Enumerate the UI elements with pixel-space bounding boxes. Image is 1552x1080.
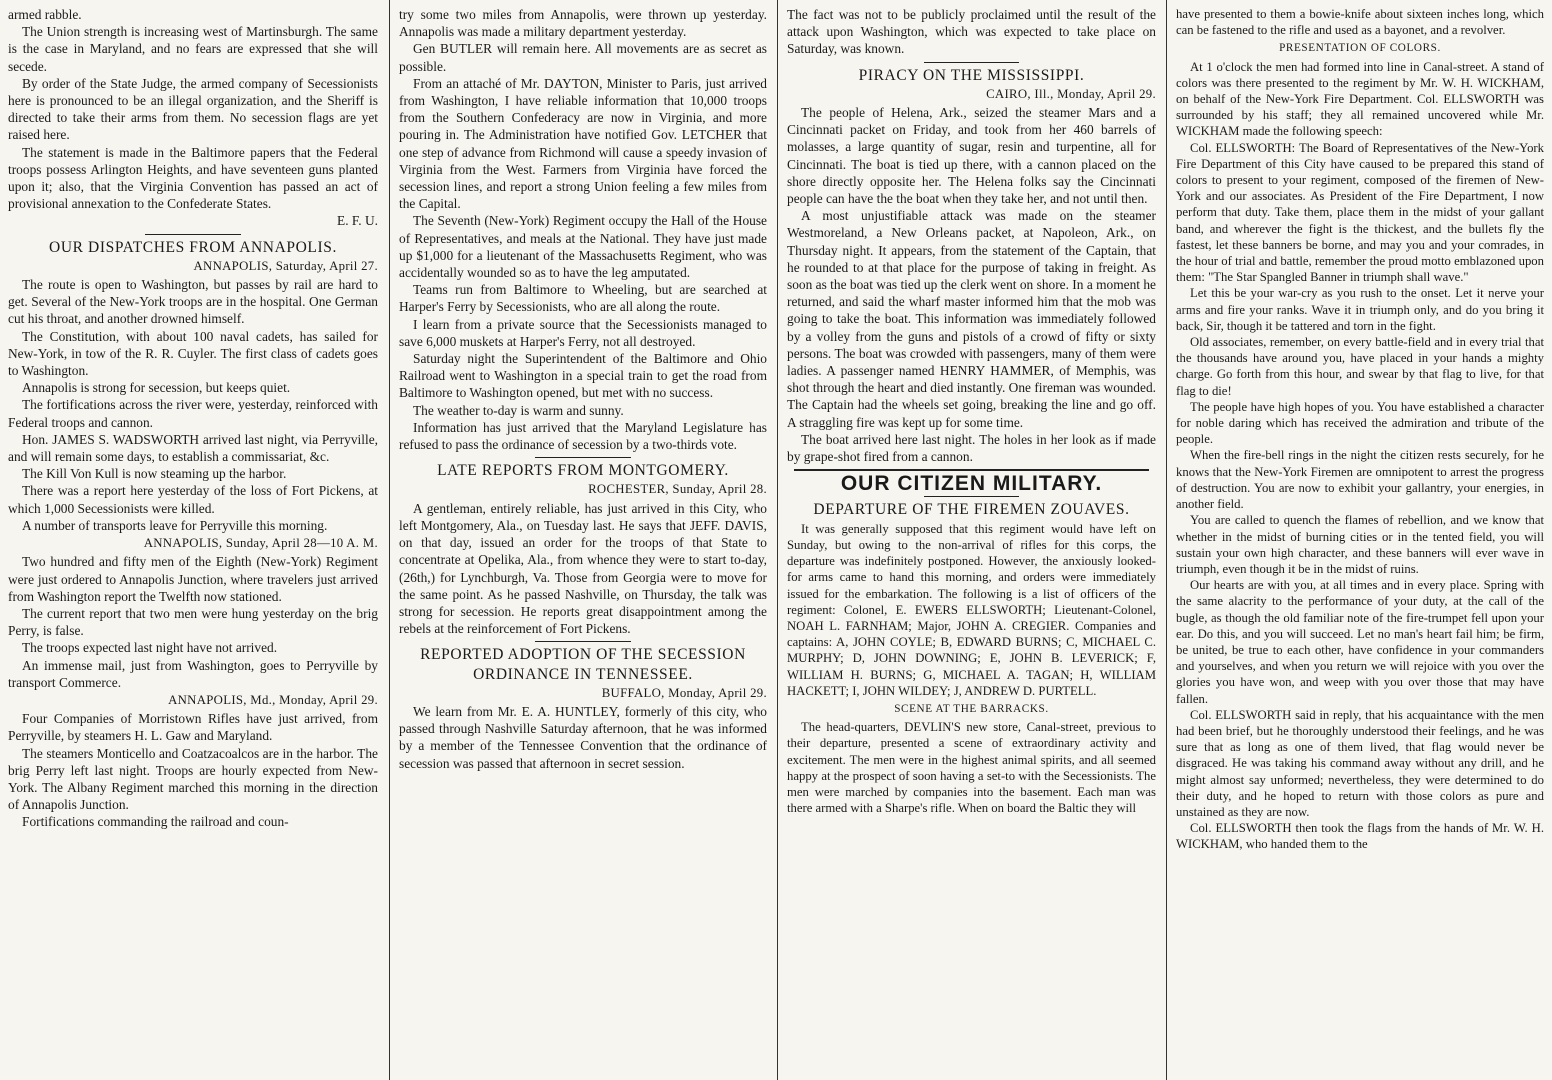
separator-rule [924, 62, 1020, 63]
headline-piracy: PIRACY ON THE MISSISSIPPI. [858, 66, 1085, 84]
separator-rule [794, 469, 1148, 471]
column-4 [1168, 0, 1552, 1080]
paragraph: The route is open to Washington, but passes by rail are hard to get. Several of the New-York troops are in the hospital. One German cut his throat, and another drowned himself. [8, 277, 378, 327]
paragraph: Hon. JAMES S. WADSWORTH arrived last night, via Perryville, and will remain some days, to establish a commissariat, &c. [8, 431, 378, 465]
paragraph: Saturday night the Superintendent of the Baltimore and Ohio Railroad went to Washington in a special train to get the road from Baltimore to Washington opened, but met with no success. [399, 351, 767, 401]
paragraph: The Seventh (New-York) Regiment occupy the Hall of the House of Representatives, and meals at the National. They have just made up $1,000 for a lieutenant of the Massachusetts Regiment, who was accidentally wounded so as to have the leg amputated. [399, 213, 767, 281]
paragraph: Information has just arrived that the Maryland Legislature has refused to pass the ordinance of secession by a two-thirds vote. [399, 419, 767, 453]
headline-tennessee-line2: ORDINANCE IN TENNESSEE. [473, 665, 693, 683]
paragraph: have presented to them a bowie-knife about sixteen inches long, which can be fastened to the rifle and used as a bayonet, and a revolver. [1176, 7, 1544, 38]
paragraph: The weather to-day is warm and sunny. [413, 402, 624, 418]
dateline: ANNAPOLIS, Md., Monday, April 29. [168, 692, 378, 707]
paragraph: The Constitution, with about 100 naval cadets, has sailed for New-York, in tow of the R. R. Cuyler. The first class of cadets goes to Washington. [8, 328, 378, 379]
signature: E. F. U. [337, 213, 378, 229]
dateline: ANNAPOLIS, Saturday, April 27. [193, 258, 378, 273]
paragraph: The boat arrived here last night. The holes in her look as if made by grape-shot fired from a cannon. [787, 431, 1156, 465]
paragraph: Annapolis is strong for secession, but keeps quiet. [22, 380, 291, 396]
headline-montgomery: LATE REPORTS FROM MONTGOMERY. [437, 462, 729, 480]
column-2 [391, 0, 775, 1080]
separator-rule [924, 496, 1020, 497]
separator-rule [535, 641, 631, 642]
paragraph: The head-quarters, DEVLIN'S new store, Canal-street, previous to their departure, presented a scene of extraordinary activity and excitement. The men were in the highest animal spirits, and all seemed happy at the prospect of soon having a set-to with the Secessionists. The men were marched by companies into the basement. Each man was there armed with a Sharpe's rifle. When on board the Baltic they will [787, 720, 1156, 816]
paragraph: There was a report here yesterday of the loss of Fort Pickens, at which 1,000 Secessionists were killed. [8, 483, 378, 516]
headline-citizen-military: OUR CITIZEN MILITARY. [840, 472, 1103, 496]
paragraph: From an attaché of Mr. DAYTON, Minister to Paris, just arrived from Washington, I have reliable information that 10,000 troops from the Southern Confederacy are now in Virginia, and more pouring in. The Administration have notified Gov. LETCHER that one step of advance from Richmond will cause a speedy invasion of Virginia from the West. Farmers from Virginia have forced the secession lines, and report a strong Union feeling a few miles from the Capital. [399, 75, 767, 212]
paragraph: Fortifications commanding the railroad and coun- [22, 814, 289, 830]
paragraph: Our hearts are with you, at all times and in every place. Spring with the same alacrity to the performance of your duty, at the call of the bugle, as though the old familiar note of the fire-trumpet fell upon your ear. Do this, and you will succeed. Let no man's heart fail him; be firm, be united, be true to each other, have confidence in your commanders and yourselves, and when you return we will rejoice with you over the glories you have won, and weep with you over those that may have fallen. [1176, 578, 1544, 706]
paragraph: We learn from Mr. E. A. HUNTLEY, formerly of this city, who passed through Nashville Saturday afternoon, that he was informed by a member of the Tennessee Convention that the ordinance of secession was passed that afternoon in secret session. [399, 703, 767, 771]
paragraph: Let this be your war-cry as you rush to the onset. Let it nerve your arms and fire your ranks. Wave it in triumph only, and do you bring it back, Sir, though it be tattered and torn in the fight. [1176, 286, 1544, 333]
paragraph: By order of the State Judge, the armed company of Secessionists here is pronounced to be an illegal organization, and the Sheriff is directed to take their arms from them. No secession flags are yet raised here. [8, 75, 378, 143]
subheading-barracks: SCENE AT THE BARRACKS. [894, 702, 1049, 715]
column-3 [779, 0, 1164, 1080]
paragraph: An immense mail, just from Washington, goes to Perryville by transport Commerce. [8, 657, 378, 690]
paragraph: A most unjustifiable attack was made on the steamer Westmoreland, a New Orleans packet, at Napoleon, Ark., on Thursday night. It appears, from the statement of the Captain, that he rounded to at that place for the purpose of taking in freight. As soon as the boat was tied up the clerk went on shore. In a moment he returned, and said the wharf master informed him that the mob was going to take the boat. This information was immediately followed by a volley from the guns and pistols of a crowd of fifty or sixty persons. The boat was crowded with passengers, many of them were ladies. A passenger named HENRY HAMMER, of Memphis, was shot through the heart and died instantly. One fireman was wounded. The Captain had the wheels set going, breaking the line and go off. A straggling fire was kept up for some time. [787, 208, 1156, 430]
paragraph: The fact was not to be publicly proclaimed until the result of the attack upon Washington, which was expected to take place on Saturday, was known. [787, 7, 1156, 57]
dateline: BUFFALO, Monday, April 29. [601, 685, 767, 700]
dateline: ROCHESTER, Sunday, April 28. [588, 482, 767, 497]
paragraph: armed rabble. [8, 7, 82, 22]
paragraph: The troops expected last night have not arrived. [22, 640, 278, 656]
paragraph: Col. ELLSWORTH: The Board of Representatives of the New-York Fire Department of this City have caused to be prepared this stand of colors to present to your regiment, composed of the firemen of New-York and our associates. As President of the Fire Department, I now perform that duty. Take them, place them in the midst of your gallant band, and wherever the fight is the thickest, and the bullets fly the fastest, let these banners be borne, and may you and your comrades, in the hour of trial and battle, remember the proud motto emblazoned upon them: "The Star Spangled Banner in triumph shall wave." [1176, 140, 1544, 285]
dateline: ANNAPOLIS, Sunday, April 28—10 A. M. [143, 536, 378, 551]
separator-rule [535, 457, 631, 458]
column-rule [389, 0, 390, 1080]
paragraph: The steamers Monticello and Coatzacoalcos are in the harbor. The brig Perry left last night. Troops are hourly expected from New-York. The Albany Regiment marched this morning in the direction of Annapolis Junction. [8, 745, 378, 813]
headline-annapolis: OUR DISPATCHES FROM ANNAPOLIS. [49, 238, 337, 256]
headline-tennessee-line1: REPORTED ADOPTION OF THE SECESSION [420, 646, 746, 664]
paragraph: You are called to quench the flames of rebellion, and we know that whether in the midst of burning cities or in the tented field, you will sustain your own high character, and these banners will ever wave in triumph, even though it be in the midst of ruins. [1176, 513, 1544, 576]
paragraph: The statement is made in the Baltimore papers that the Federal troops possess Arlington Heights, and have seventeen guns planted upon it; also, that the Virginia Convention has passed an act of provisional annexation to the Confederate States. [8, 144, 378, 212]
paragraph: A gentleman, entirely reliable, has just arrived in this City, who left Montgomery, Ala., on Tuesday last. He says that JEFF. DAVIS, on that day, issued an order for the troops of that State to concentrate at Opelika, Ala., from whence they were to start to-day, (26th,) for Lynchburgh, Va. Those from Georgia were to move for the same point. As he passed Nashville, on Thursday, the talk was strong for secession. He reports great disappointment among the rebels at the reinforcement of Fort Pickens. [399, 500, 767, 637]
column-1 [0, 0, 386, 1080]
column-rule [1166, 0, 1167, 1080]
paragraph: A number of transports leave for Perryville this morning. [22, 517, 328, 533]
paragraph: Old associates, remember, on every battle-field and in every trial that the thousands have around you, have placed in your hands a mighty charge. Go forth from this hour, and swear by that flag to live, for that flag to die! [1176, 335, 1544, 398]
subheading-colors: PRESENTATION OF COLORS. [1279, 42, 1441, 55]
paragraph: The Kill Von Kull is now steaming up the harbor. [22, 466, 287, 482]
headline-firemen-zouaves: DEPARTURE OF THE FIREMEN ZOUAVES. [813, 501, 1130, 519]
paragraph: Four Companies of Morristown Rifles have just arrived, from Perryville, by steamers H. L. Gaw and Maryland. [8, 711, 378, 744]
paragraph: I learn from a private source that the Secessionists managed to save 6,000 muskets at Harper's Ferry, not all destroyed. [399, 316, 767, 349]
paragraph: Two hundred and fifty men of the Eighth (New-York) Regiment were just ordered to Annapolis Junction, where travelers just arrived from Washington report the Twelfth now stationed. [8, 554, 378, 604]
separator-rule [145, 234, 241, 235]
paragraph: The Union strength is increasing west of Martinsburgh. The same is the case in Maryland, and no fears are expressed that she will secede. [8, 24, 378, 74]
paragraph: Teams run from Baltimore to Wheeling, but are searched at Harper's Ferry by Secessionists, who are all along the route. [399, 282, 767, 315]
paragraph: The current report that two men were hung yesterday on the brig Perry, is false. [8, 605, 378, 639]
paragraph: It was generally supposed that this regiment would have left on Sunday, but owing to the non-arrival of rifles for this corps, the departure was indefinitely postponed. However, the anxiously looked-for arms came to hand this morning, and orders were immediately issued for the embarkation. The following is a list of officers of the regiment: Colonel, E. EWERS ELLSWORTH; Lieutenant-Colonel, NOAH L. FARNHAM; Major, JOHN A. CREGIER. Companies and captains: A, JOHN COYLE; B, EDWARD BURNS; C, MICHAEL C. MURPHY; D, JOHN DOWNING; E, JOHN B. LEVERICK; F, WILLIAM H. BURNS; G, MICHAEL A. TAGAN; H, WILLIAM HACKETT; I, JOHN WILDEY; J, ANDREW D. PURTELL. [787, 521, 1156, 698]
paragraph: When the fire-bell rings in the night the citizen rests securely, for he knows that the New-York Firemen are omnipotent to arrest the progress of destruction. You are now to exhibit your gallantry, your energies, in another field. [1176, 448, 1544, 512]
paragraph: The fortifications across the river were, yesterday, reinforced with Federal troops and cannon. [8, 397, 378, 430]
paragraph: Col. ELLSWORTH then took the flags from the hands of Mr. W. H. WICKHAM, who handed them to the [1176, 821, 1544, 852]
paragraph: At 1 o'clock the men had formed into line in Canal-street. A stand of colors was there presented to the regiment by Mr. W. H. WICKHAM, on behalf of the New-York Fire Department. Col. ELLSWORTH was surrounded by his staff; they all remained uncovered while Mr. WICKHAM made the following speech: [1176, 59, 1544, 139]
paragraph: Col. ELLSWORTH said in reply, that his acquaintance with the men had been brief, but he thoroughly understood their feelings, and he was sure that as long as one of them lived, that flag would never be disgraced. He was taking his command away without any drill, and he might almost say unformed; nevertheless, they were determined to do their duty, and he hoped to return with those colors as pure and unstained as they are now. [1176, 707, 1544, 819]
paragraph: The people of Helena, Ark., seized the steamer Mars and a Cincinnati packet on Friday, and took from her 460 barrels of molasses, a large quantity of sugar, resin and turpentine, all for Cincinnati. The boat is tied up there, with a cannon placed on the shore directly opposite her. The Helena folks say the Cincinnati people can have the the boat when they take her, and not until then. [787, 105, 1156, 207]
paragraph: Gen BUTLER will remain here. All movements are as secret as possible. [399, 41, 767, 74]
dateline: CAIRO, Ill., Monday, April 29. [986, 86, 1156, 101]
column-rule [777, 0, 778, 1080]
paragraph: The people have high hopes of you. You have established a character for noble daring which has received the admiration and tribute of the people. [1176, 399, 1544, 447]
paragraph: try some two miles from Annapolis, were thrown up yesterday. Annapolis was made a military department yesterday. [399, 7, 767, 40]
